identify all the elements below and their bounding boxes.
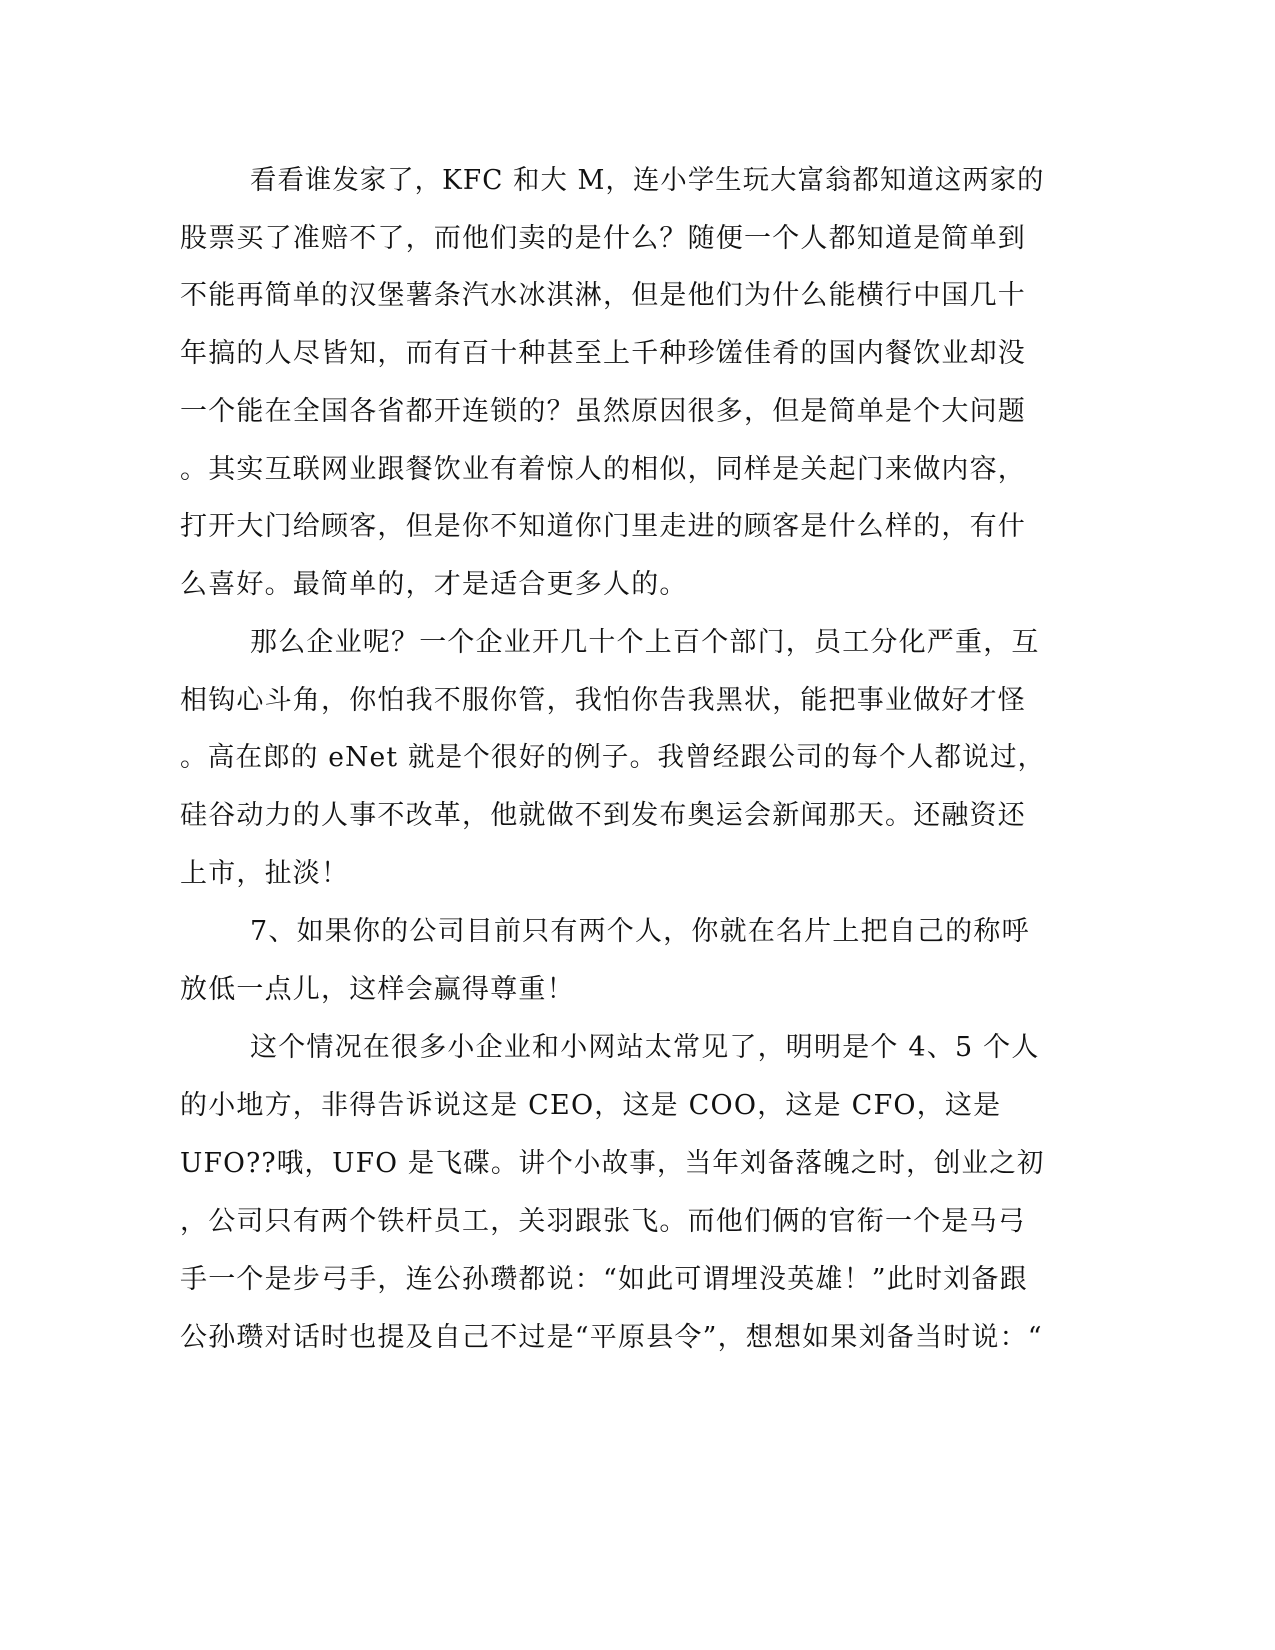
text-line: 打开大门给顾客，但是你不知道你门里走进的顾客是什么样的，有什 <box>180 511 1026 542</box>
text-line: 7、如果你的公司目前只有两个人，你就在名片上把自己的称呼 <box>250 916 1030 947</box>
text-line: 一个能在全国各省都开连锁的？虽然原因很多，但是简单是个大问题 <box>180 396 1026 427</box>
text-line: 的小地方，非得告诉说这是 CEO，这是 COO，这是 CFO，这是 <box>180 1090 1002 1121</box>
text-line: 。高在郎的 eNet 就是个很好的例子。我曾经跟公司的每个人都说过， <box>180 742 1046 773</box>
text-line: 公孙瓒对话时也提及自己不过是“平原县令”，想想如果刘备当时说：“ <box>180 1322 1043 1353</box>
text-line: 上市，扯淡！ <box>180 858 350 889</box>
text-line: 看看谁发家了，KFC 和大 M，连小学生玩大富翁都知道这两家的 <box>250 165 1045 196</box>
text-line: 硅谷动力的人事不改革，他就做不到发布奥运会新闻那天。还融资还 <box>180 800 1026 831</box>
text-line: 相钩心斗角，你怕我不服你管，我怕你告我黑状，能把事业做好才怪 <box>180 685 1026 716</box>
text-line: 那么企业呢？一个企业开几十个上百个部门，员工分化严重，互 <box>250 627 1040 658</box>
text-line: 股票买了准赔不了，而他们卖的是什么？随便一个人都知道是简单到 <box>180 223 1026 254</box>
text-line: 这个情况在很多小企业和小网站太常见了，明明是个 4、5 个人 <box>250 1032 1040 1063</box>
text-line: ，公司只有两个铁杆员工，关羽跟张飞。而他们俩的官衔一个是马弓 <box>180 1206 1026 1237</box>
text-line: 手一个是步弓手，连公孙瓒都说：“如此可谓埋没英雄！”此时刘备跟 <box>180 1264 1028 1295</box>
text-line: 年搞的人尽皆知，而有百十种甚至上千种珍馐佳肴的国内餐饮业却没 <box>180 338 1026 369</box>
text-line: 放低一点儿，这样会赢得尊重！ <box>180 974 575 1005</box>
text-line: 么喜好。最简单的，才是适合更多人的。 <box>180 569 688 600</box>
text-line: 不能再简单的汉堡薯条汽水冰淇淋，但是他们为什么能横行中国几十 <box>180 280 1026 311</box>
text-line: 。其实互联网业跟餐饮业有着惊人的相似，同样是关起门来做内容， <box>180 454 1026 485</box>
text-line: UFO??哦，UFO 是飞碟。讲个小故事，当年刘备落魄之时，创业之初 <box>180 1148 1045 1179</box>
